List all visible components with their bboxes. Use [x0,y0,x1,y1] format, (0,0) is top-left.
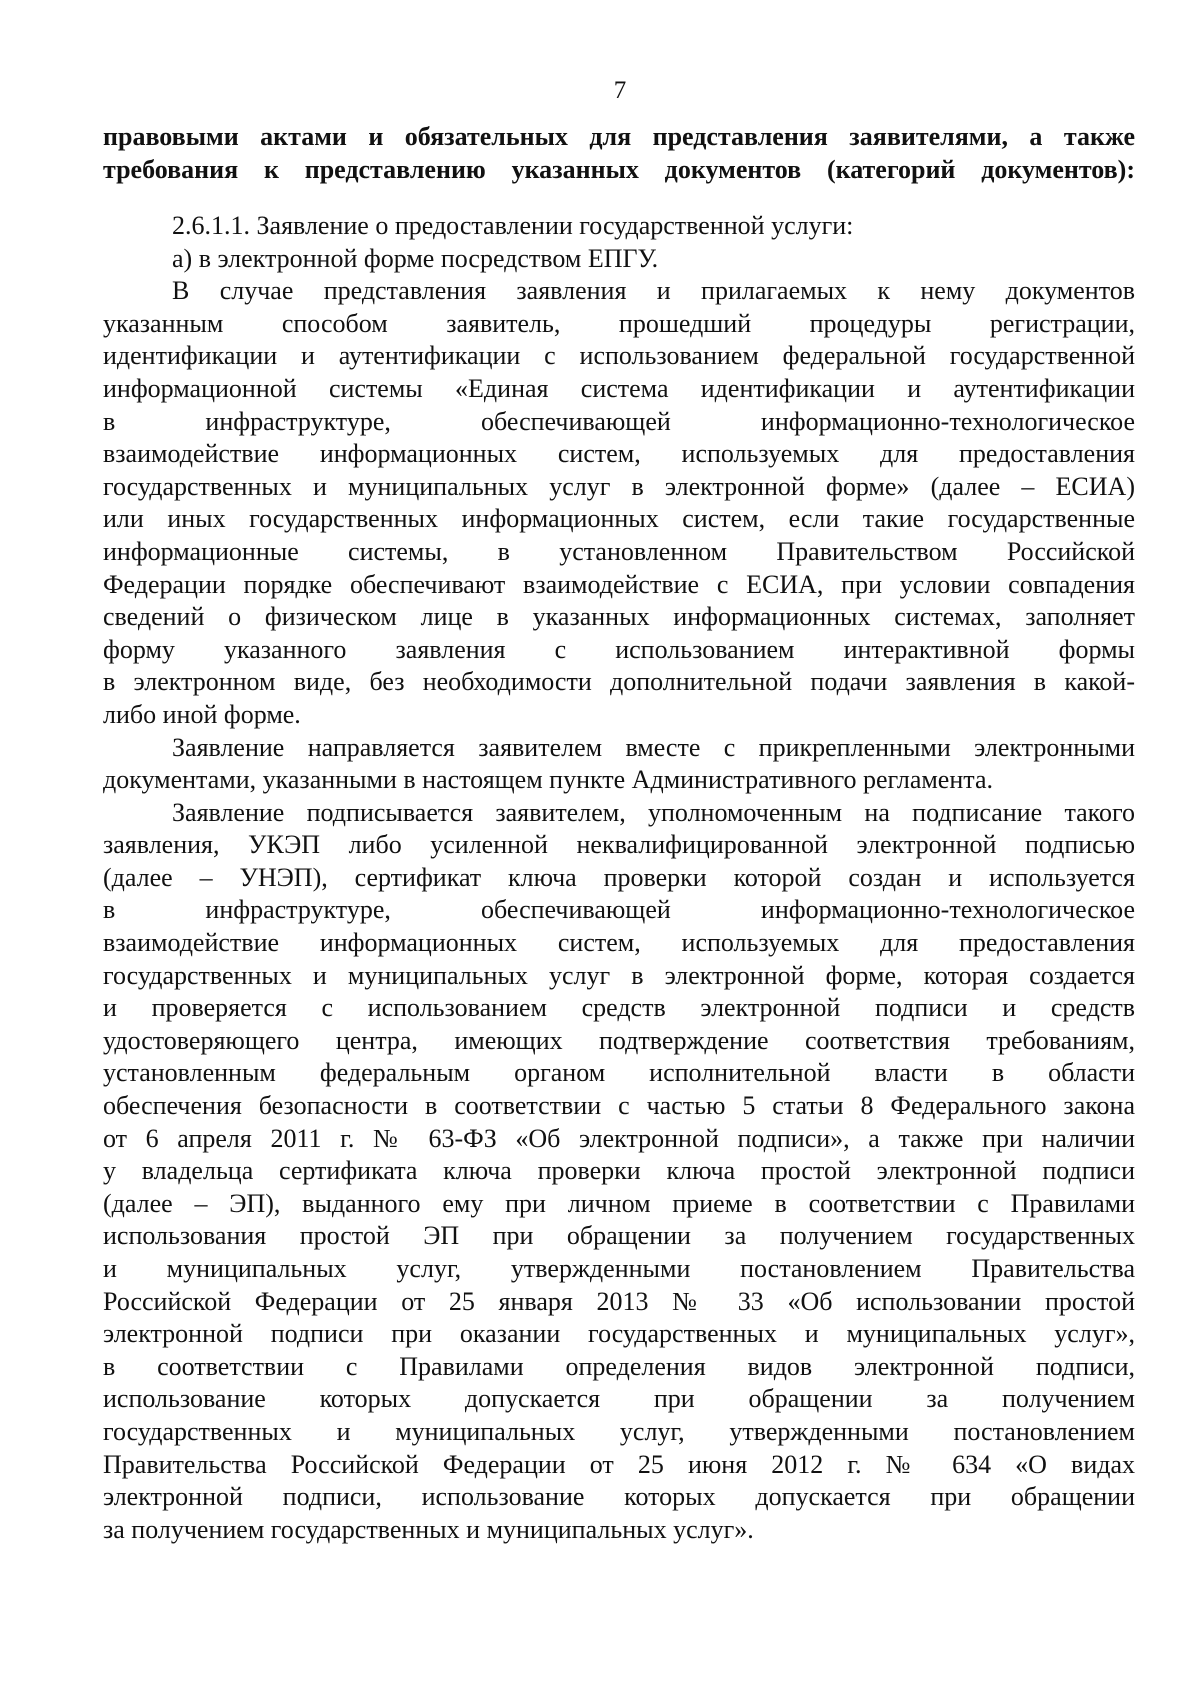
paragraph-line: или иных государственных информационных систем, если такие государственные [103,504,1135,534]
paragraph-line: информационные системы, в установленном Правительством Российской [103,536,1135,566]
paragraph-line: в электронном виде, без необходимости дополнительной подачи заявления в какой- [103,667,1135,697]
paragraph-line: в инфраструктуре, обеспечивающей информационно-технологическое [103,895,1135,925]
paragraph-line: сведений о физическом лице в указанных информационных системах, заполняет [103,602,1135,632]
document-body [103,120,1135,1546]
paragraph-line: за получением государственных и муниципальных услуг». [103,1514,754,1544]
paragraph-line: документами, указанными в настоящем пункте Административного регламента. [103,765,993,795]
paragraph-line: Заявление направляется заявителем вместе с прикрепленными электронными [172,732,1135,762]
paragraph-esia [103,275,1135,731]
paragraph-line: взаимодействие информационных систем, используемых для предоставления [103,439,1135,469]
paragraph-line: электронной подписи при оказании государственных и муниципальных услуг», [103,1319,1135,1349]
paragraph-line: и муниципальных услуг, утвержденными постановлением Правительства [103,1254,1135,1283]
paragraph-line: обеспечения безопасности в соответствии с частью 5 статьи 8 Федерального закона [103,1091,1135,1121]
paragraph-line: Российской Федерации от 25 января 2013 № 33 «Об использовании простой [103,1286,1135,1316]
paragraph-signature [103,797,1135,1547]
paragraph-line: государственных и муниципальных услуг в электронной форме, которая создается [103,960,1135,990]
paragraph-line: в инфраструктуре, обеспечивающей информационно-технологическое [103,406,1135,436]
spacer [103,186,1135,210]
paragraph-line: государственных и муниципальных услуг в электронной форме» (далее – ЕСИА) [103,471,1135,501]
paragraph-line: в соответствии с Правилами определения видов электронной подписи, [103,1351,1135,1381]
item-a: а) в электронной форме посредством ЕПГУ. [172,243,659,273]
paragraph-line: Правительства Российской Федерации от 25 июня 2012 г. № 634 «О видах [103,1449,1135,1479]
heading-line: правовыми актами и обязательных для представления заявителями, а также [103,122,1135,151]
paragraph-line: форму указанного заявления с использованием интерактивной формы [103,634,1135,664]
paragraph-line: и проверяется с использованием средств электронной подписи и средств [103,993,1135,1023]
paragraph-line: В случае представления заявления и прилагаемых к нему документов [172,276,1135,306]
section-heading [103,120,1135,186]
paragraph-line: заявления, УКЭП либо усиленной неквалифицированной электронной подписью [103,830,1135,860]
paragraph-line: либо иной форме. [103,699,301,729]
paragraph-line: информационной системы «Единая система идентификации и аутентификации [103,373,1135,403]
paragraph-line: удостоверяющего центра, имеющих подтверждение соответствия требованиям, [103,1025,1135,1055]
paragraph-line: использование которых допускается при обращении за получением [103,1384,1135,1414]
paragraph-line: (далее – УНЭП), сертификат ключа проверки которой создан и используется [103,862,1135,892]
paragraph-line: у владельца сертификата ключа проверки ключа простой электронной подписи [103,1156,1135,1186]
paragraph-line: Федерации порядке обеспечивают взаимодействие с ЕСИА, при условии совпадения [103,569,1135,599]
paragraph-line: установленным федеральным органом исполнительной власти в области [103,1058,1135,1088]
paragraph-line: Заявление подписывается заявителем, уполномоченным на подписание такого [172,797,1135,827]
heading-line: требования к представлению указанных документов (категорий документов): [103,155,1135,184]
paragraph-attachments [103,732,1135,797]
paragraph-line: указанным способом заявитель, прошедший процедуры регистрации, [103,308,1135,338]
paragraph-line: электронной подписи, использование которых допускается при обращении [103,1482,1135,1512]
paragraph-line: использования простой ЭП при обращении за получением государственных [103,1221,1135,1251]
paragraph-line: идентификации и аутентификации с использованием федеральной государственной [103,341,1135,371]
paragraph-line: от 6 апреля 2011 г. № 63-ФЗ «Об электронной подписи», а также при наличии [103,1123,1135,1153]
paragraph-line: государственных и муниципальных услуг, утвержденными постановлением [103,1416,1135,1446]
paragraph-line: взаимодействие информационных систем, используемых для предоставления [103,928,1135,958]
page-number: 7 [613,77,627,104]
section-title: 2.6.1.1. Заявление о предоставлении государственной услуги: [172,211,854,240]
paragraph-line: (далее – ЭП), выданного ему при личном приеме в соответствии с Правилами [103,1188,1135,1218]
